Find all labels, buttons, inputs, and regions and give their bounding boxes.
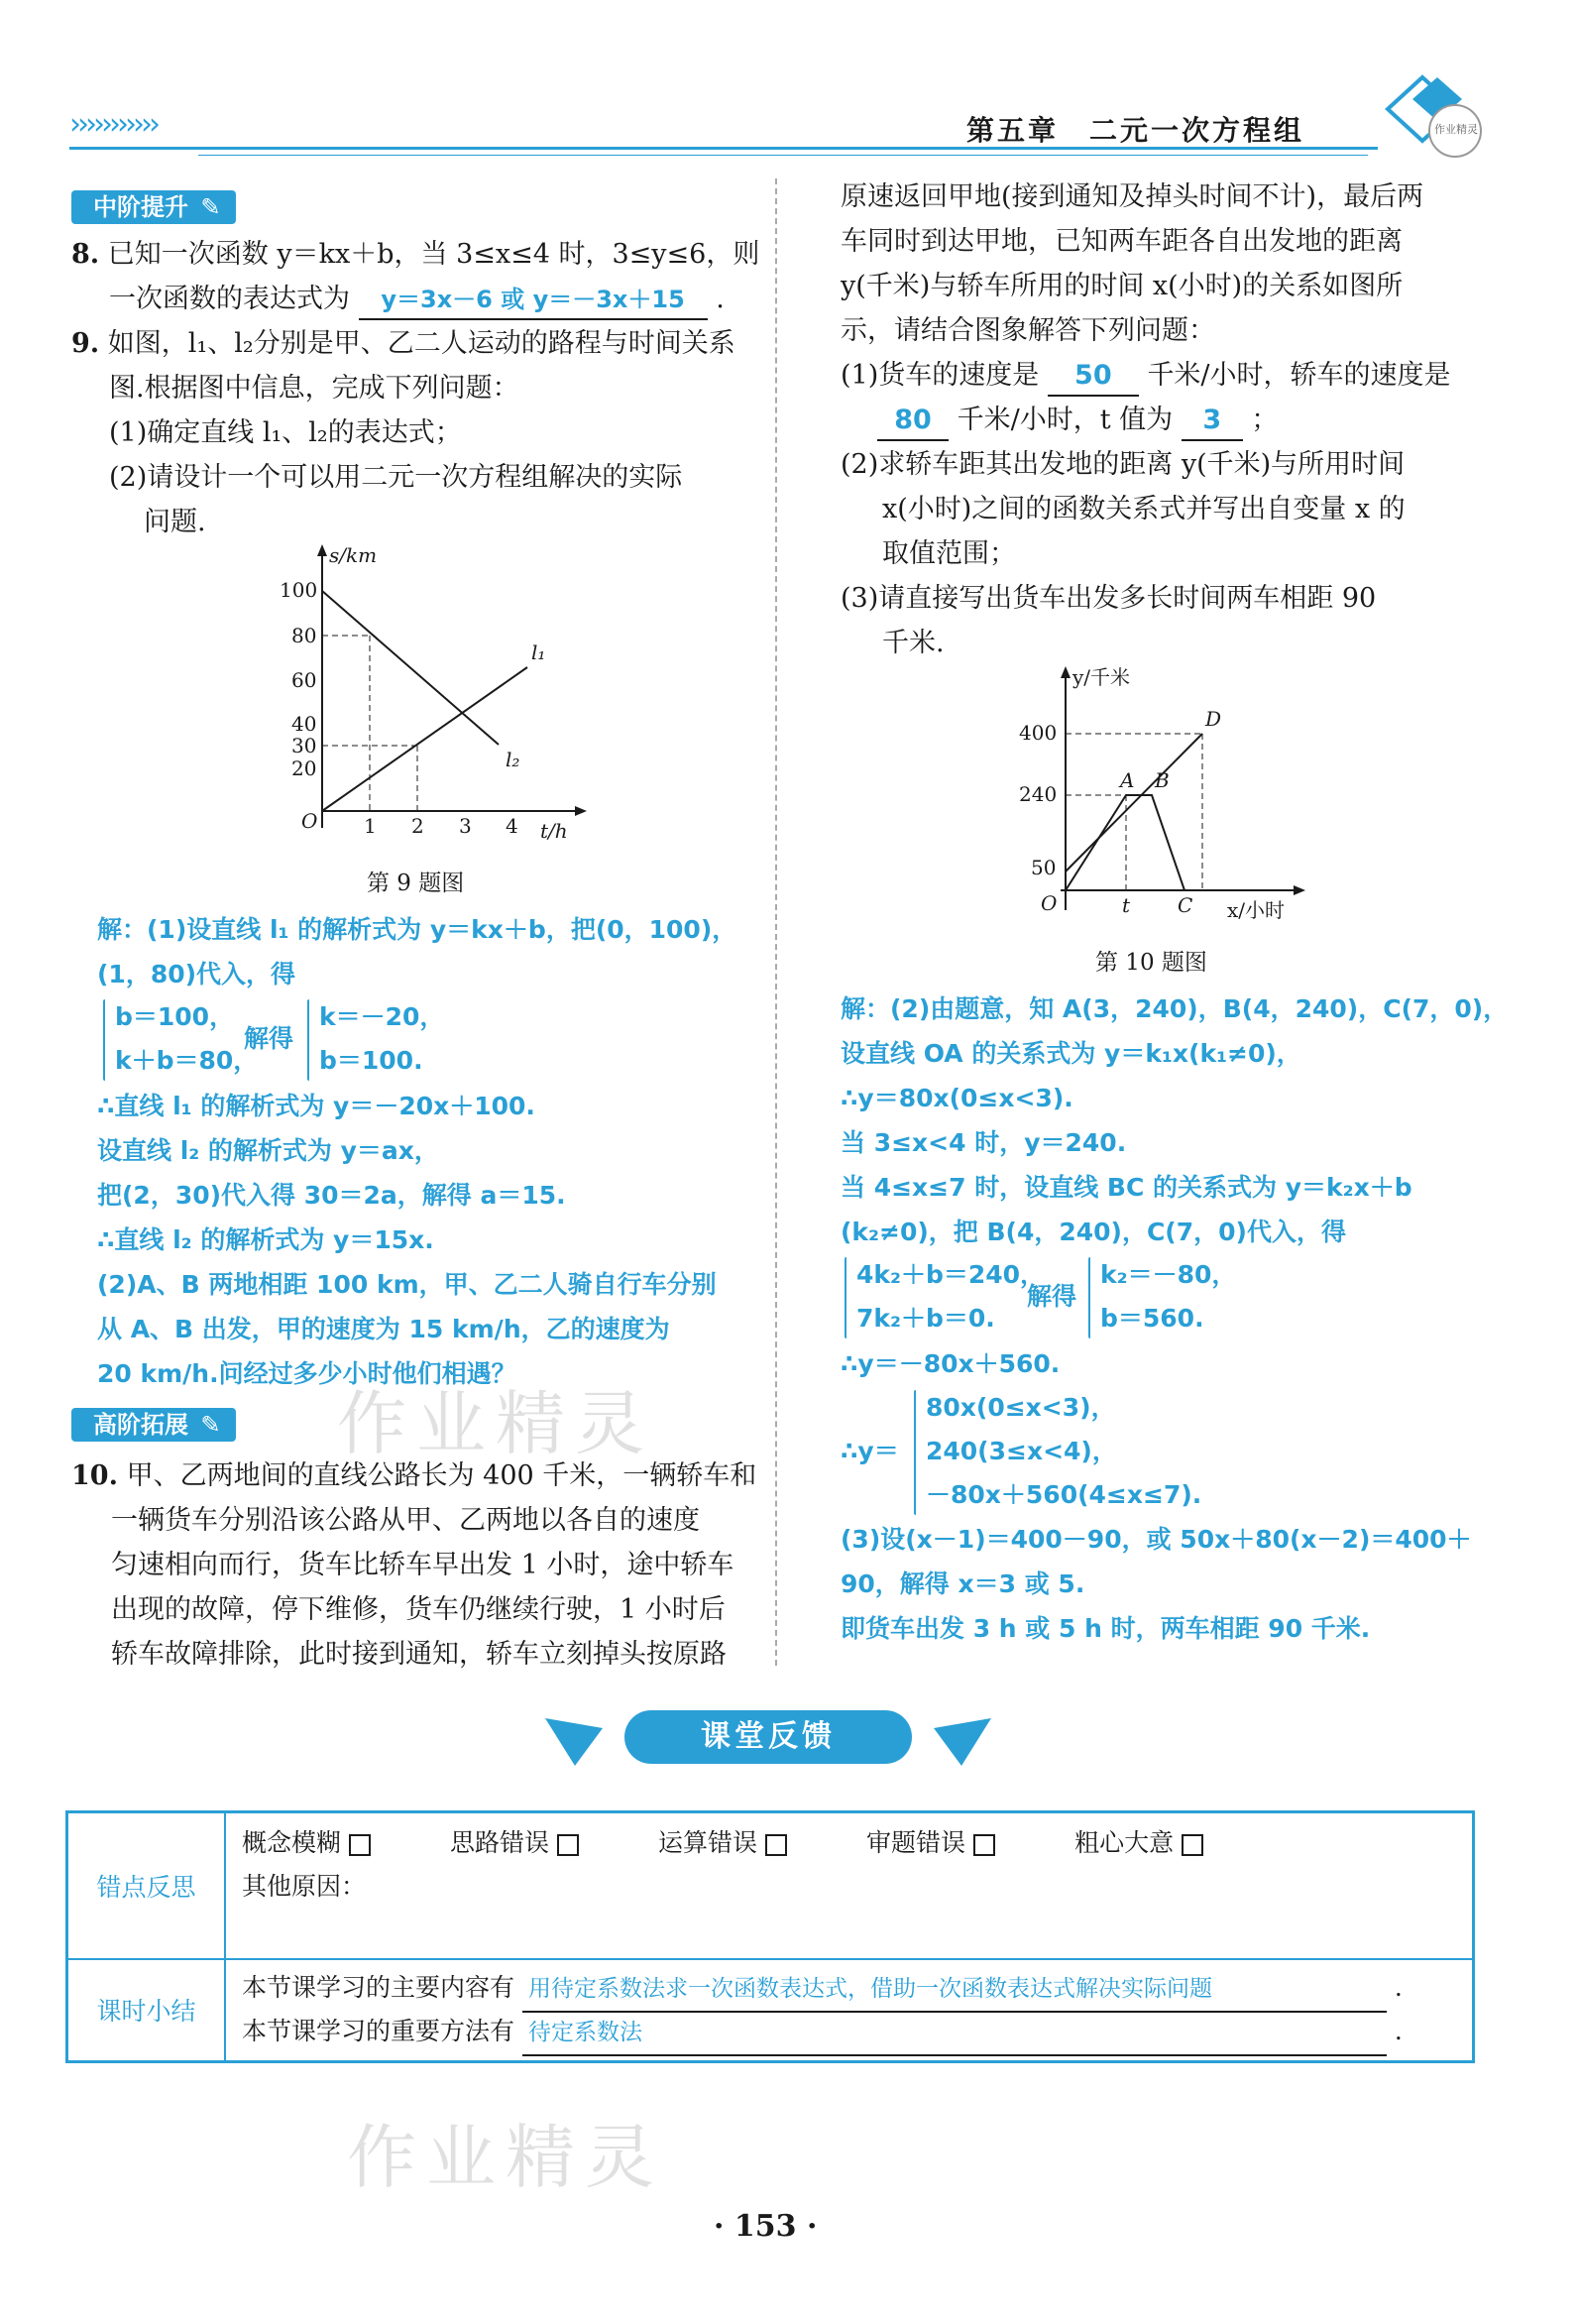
q9-xlabel: t/h — [540, 819, 568, 843]
q10-piece-3: －80x＋560(4≤x≤7). — [926, 1480, 1202, 1509]
q9-sol-9: 20 km/h.问经过多少小时他们相遇？ — [97, 1359, 516, 1388]
summary2-label: 本节课学习的重要方法有 — [242, 2017, 515, 2046]
q9-solve-1: 解得 — [244, 1024, 294, 1053]
pencil-icon: ✎ — [200, 193, 221, 221]
section-tag-mid — [71, 190, 236, 224]
feedback-options — [242, 1821, 1456, 1865]
q9-origin: O — [301, 809, 318, 833]
q10-sol-5: 当 4≤x≤7 时，设直线 BC 的关系式为 y＝k₂x＋b — [841, 1173, 1412, 1202]
q9-xtick-3: 3 — [459, 814, 472, 838]
q10-sys3-a: 4k₂＋b＝240， — [856, 1260, 1046, 1289]
q10-text-1: 甲、乙两地间的直线公路长为 400 千米，一辆轿车和 — [126, 1460, 757, 1491]
q10-solve: 解得 — [1027, 1282, 1077, 1311]
q10-sys4-b: b＝560. — [1100, 1304, 1204, 1333]
q10-truck-line — [1066, 734, 1202, 872]
header-chevrons: ››››››››››› — [69, 107, 157, 142]
q9-sol-3: ∴直线 l₁ 的解析式为 y＝－20x＋100. — [97, 1092, 535, 1120]
q10-right-2: 车同时到达甲地，已知两车距各自出发地的距离 — [841, 226, 1403, 257]
q10-sol-1: 解：(2)由题意，知 A(3，240)，B(4，240)，C(7，0)， — [841, 994, 1509, 1023]
q10-p1c: 千米/小时，t 值为 — [957, 405, 1174, 435]
q9-xtick-2: 2 — [411, 814, 424, 838]
q9-sol-1: 解：(1)设直线 l₁ 的解析式为 y＝kx＋b，把(0，100)， — [97, 915, 737, 944]
feedback-right-wing-icon — [932, 1718, 991, 1768]
feedback-title: 课堂反馈 — [624, 1710, 912, 1764]
q10-x-arrow-icon — [1294, 885, 1305, 895]
q10-right-1: 原速返回甲地(接到通知及掉头时间不计)，最后两 — [841, 181, 1424, 212]
feedback-row1-content — [225, 1812, 1474, 1959]
corner-logo-text: 作业精灵 — [1434, 123, 1478, 136]
q9-number: 9. — [71, 328, 100, 359]
q8-line2 — [109, 281, 725, 320]
q9-part1: (1)确定直线 l₁、l₂的表达式； — [109, 417, 462, 448]
q9-sol-6: ∴直线 l₂ 的解析式为 y＝15x. — [97, 1225, 434, 1254]
option-thinking[interactable]: 思路错误 — [450, 1821, 579, 1865]
q10-sol-3: ∴y＝80x(0≤x<3). — [841, 1084, 1073, 1112]
feedback-row2-label: 课时小结 — [67, 1959, 226, 2062]
q9-sys2-a: k＝－20， — [319, 1002, 445, 1031]
section-tag-high — [71, 1408, 236, 1442]
q9-brace-1 — [103, 999, 105, 1081]
summary2-end: . — [1394, 2017, 1403, 2046]
q10-ylabel: y/千米 — [1072, 665, 1131, 689]
summary1-label: 本节课学习的主要内容有 — [242, 1973, 515, 2003]
q9-text2: 图.根据图中信息，完成下列问题： — [109, 373, 519, 404]
q9-sol-7: (2)A、B 两地相距 100 km，甲、乙二人骑自行车分别 — [97, 1270, 717, 1299]
q10-sol-2: 设直线 OA 的关系式为 y＝k₁x(k₁≠0)， — [841, 1039, 1301, 1068]
q9-ylabel: s/km — [329, 543, 378, 567]
feedback-row-errors — [67, 1812, 1474, 1959]
option-concept[interactable]: 概念模糊 — [242, 1821, 371, 1865]
q9-sys2-b: b＝100. — [319, 1046, 423, 1075]
q9-sol-5: 把(2，30)代入得 30＝2a，解得 a＝15. — [97, 1181, 566, 1210]
option-reading[interactable]: 审题错误 — [866, 1821, 995, 1865]
watermark-2: 作业精灵 — [347, 2117, 664, 2198]
q10-sys3-b: 7k₂＋b＝0. — [856, 1304, 995, 1333]
q10-sol-8: (3)设(x－1)＝400－90，或 50x＋80(x－2)＝400＋ — [841, 1525, 1472, 1554]
section-tag-high-label: 高阶拓展 — [93, 1411, 188, 1439]
q10-left-4: 出现的故障，停下维修，货车仍继续行驶，1 小时后 — [111, 1594, 726, 1625]
q10-right-4: 示，请结合图象解答下列问题： — [841, 315, 1215, 346]
q10-piece-1: 80x(0≤x<3)， — [926, 1393, 1116, 1422]
q9-y-arrow-icon — [317, 544, 327, 556]
feedback-row-summary — [67, 1959, 1474, 2062]
q10-ytick-240: 240 — [1019, 782, 1058, 806]
q10-p1a: (1)货车的速度是 — [841, 360, 1040, 391]
q10-brace-2 — [1088, 1257, 1090, 1338]
summary-line1 — [242, 1966, 1456, 2010]
q10-part2-3: 取值范围； — [882, 538, 1016, 569]
q10-part1-line2 — [877, 402, 1278, 441]
section-tag-mid-label: 中阶提升 — [93, 193, 188, 221]
q10-answer-truck: 50 — [1048, 357, 1139, 397]
q10-label-B: B — [1155, 768, 1170, 792]
q10-xlabel: x/小时 — [1227, 898, 1286, 922]
q10-answer-t: 3 — [1182, 402, 1243, 441]
q9-ytick-80: 80 — [291, 624, 317, 647]
q9-caption: 第 9 题图 — [367, 871, 465, 896]
feedback-left-wing-icon — [545, 1718, 605, 1768]
q9-sol-8: 从 A、B 出发，甲的速度为 15 km/h，乙的速度为 — [97, 1315, 670, 1343]
feedback-table — [65, 1810, 1475, 2063]
q10-y-arrow-icon — [1061, 666, 1071, 678]
checkbox-icon[interactable] — [557, 1834, 579, 1856]
q10-brace-1 — [845, 1257, 846, 1338]
q10-sol-6: (k₂≠0)，把 B(4，240)，C(7，0)代入，得 — [841, 1218, 1346, 1246]
q9-sys1-b: k＋b＝80， — [115, 1046, 259, 1075]
q10-sys4-a: k₂＝－80， — [1100, 1260, 1237, 1289]
q9-ytick-30: 30 — [291, 734, 317, 757]
q10-part2-2: x(小时)之间的函数关系式并写出自变量 x 的 — [882, 494, 1406, 524]
q8-end: . — [716, 284, 725, 314]
q9-sol-4: 设直线 l₂ 的解析式为 y＝ax， — [97, 1136, 439, 1165]
option-calculation[interactable]: 运算错误 — [658, 1821, 787, 1865]
q10-p1d: ； — [1251, 405, 1279, 435]
q9-line-l2 — [322, 591, 499, 745]
q10-number: 10. — [71, 1460, 118, 1491]
q9-ytick-40: 40 — [291, 712, 317, 736]
pencil-icon: ✎ — [200, 1411, 221, 1439]
option-careless[interactable]: 粗心大意 — [1074, 1821, 1203, 1865]
q10-label-D: D — [1205, 707, 1222, 731]
q9-ytick-20: 20 — [291, 756, 317, 780]
q9-line1 — [71, 325, 735, 363]
checkbox-icon[interactable] — [765, 1834, 787, 1856]
column-divider — [775, 178, 777, 1666]
q10-ytick-400: 400 — [1019, 721, 1058, 745]
q10-sol-9: 90，解得 x＝3 或 5. — [841, 1569, 1085, 1598]
q10-right-3: y(千米)与轿车所用的时间 x(小时)的关系如图所 — [841, 271, 1404, 301]
q9-x-arrow-icon — [575, 806, 587, 816]
q9-xtick-4: 4 — [506, 814, 518, 838]
q10-car-line — [1066, 795, 1184, 890]
q10-label-t: t — [1122, 893, 1131, 917]
summary2-answer[interactable]: 待定系数法 — [522, 2011, 1387, 2056]
summary-line2 — [242, 2010, 1456, 2053]
summary1-end: . — [1394, 1973, 1403, 2003]
q10-answer-car: 80 — [877, 402, 949, 441]
q10-graph — [1011, 662, 1318, 930]
q10-origin: O — [1041, 891, 1058, 915]
feedback-row2-content — [225, 1959, 1474, 2062]
feedback-header — [545, 1710, 1041, 1770]
checkbox-icon[interactable] — [1182, 1834, 1203, 1856]
q10-left-3: 匀速相向而行，货车比轿车早出发 1 小时，途中轿车 — [111, 1550, 734, 1580]
corner-logo — [1368, 69, 1487, 178]
checkbox-icon[interactable] — [973, 1834, 995, 1856]
q9-xtick-1: 1 — [364, 814, 377, 838]
feedback-row1-label: 错点反思 — [67, 1812, 226, 1959]
q9-graph — [268, 540, 595, 858]
q9-text1: 如图，l₁、l₂分别是甲、乙二人运动的路程与时间关系 — [107, 328, 735, 359]
q10-sol-10: 即货车出发 3 h 或 5 h 时，两车相距 90 千米. — [841, 1614, 1371, 1643]
q10-left-5: 轿车故障排除，此时接到通知，轿车立刻掉头按原路 — [111, 1639, 727, 1670]
q10-caption: 第 10 题图 — [1095, 950, 1207, 976]
q10-sol-4: 当 3≤x<4 时，y＝240. — [841, 1128, 1127, 1157]
q8-text1: 已知一次函数 y＝kx＋b，当 3≤x≤4 时，3≤y≤6，则 — [107, 239, 760, 270]
q9-part2a: (2)请设计一个可以用二元一次方程组解决的实际 — [109, 462, 683, 493]
watermark-1: 作业精灵 — [337, 1383, 654, 1464]
q9-sol-2: (1，80)代入，得 — [97, 960, 296, 988]
q10-brace-3 — [914, 1390, 916, 1515]
q9-part2b: 问题. — [144, 507, 206, 537]
summary1-answer[interactable]: 用待定系数法求一次函数表达式，借助一次函数表达式解决实际问题 — [522, 1967, 1387, 2013]
q9-ytick-100: 100 — [280, 578, 318, 602]
feedback-other[interactable]: 其他原因： — [242, 1872, 367, 1901]
q10-part2-1: (2)求轿车距其出发地的距离 y(千米)与所用时间 — [841, 449, 1406, 480]
q9-line-l1 — [322, 667, 527, 811]
q10-sol-7: ∴y＝－80x＋560. — [841, 1349, 1061, 1378]
q10-part1-line1 — [841, 357, 1451, 397]
q9-sys1-a: b＝100， — [115, 1002, 235, 1031]
checkbox-icon[interactable] — [349, 1834, 371, 1856]
q8-text2: 一次函数的表达式为 — [109, 284, 350, 314]
chapter-title: 第五章 二元一次方程组 — [966, 114, 1305, 147]
q10-label-A: A — [1120, 768, 1135, 792]
q10-piece-2: 240(3≤x<4)， — [926, 1437, 1117, 1465]
q8-line1 — [71, 236, 759, 274]
q10-part3-1: (3)请直接写出货车出发多长时间两车相距 90 — [841, 583, 1377, 614]
q8-answer: y＝3x－6 或 y＝－3x＋15 — [359, 281, 708, 320]
q9-brace-2 — [307, 999, 309, 1081]
q9-ytick-60: 60 — [291, 668, 317, 692]
q10-left-2: 一辆货车分别沿该公路从甲、乙两地以各自的速度 — [111, 1505, 700, 1536]
page-number: · 153 · — [714, 2209, 818, 2244]
q10-p1b: 千米/小时，轿车的速度是 — [1147, 360, 1451, 391]
q10-ytick-50: 50 — [1031, 856, 1057, 879]
q8-number: 8. — [71, 239, 100, 270]
header-rule-thin — [198, 155, 1368, 156]
q10-label-C: C — [1178, 893, 1193, 917]
q10-part3-2: 千米. — [882, 628, 945, 658]
q10-piece-prefix: ∴y＝ — [841, 1437, 899, 1465]
q9-label-l1: l₁ — [531, 640, 546, 664]
q9-label-l2: l₂ — [506, 748, 520, 771]
